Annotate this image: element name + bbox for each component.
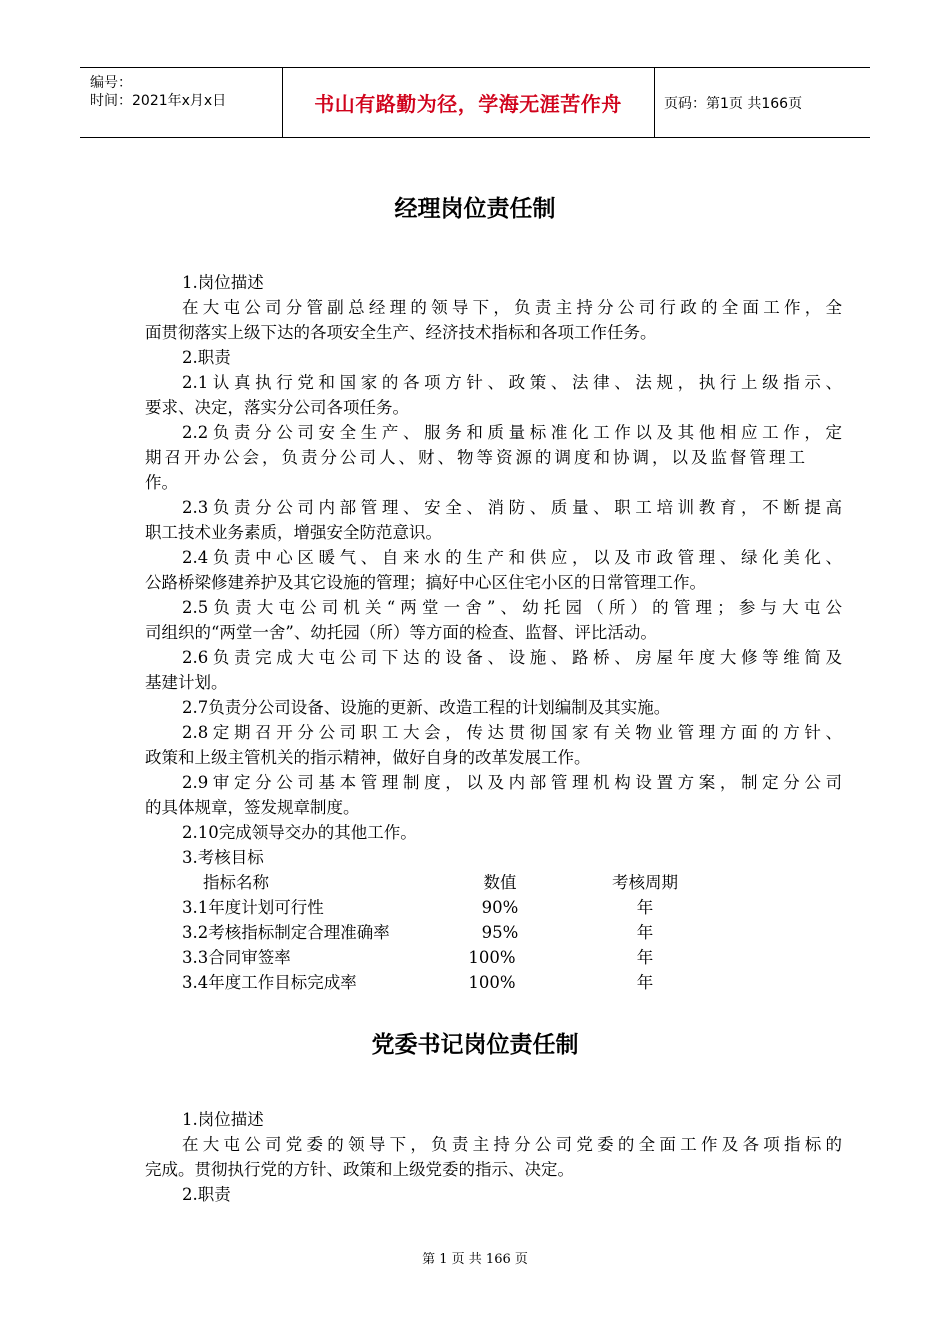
duty-2-2-line3: 作。: [145, 473, 178, 492]
section1-desc-heading: 1.岗位描述: [182, 273, 264, 292]
kpi-name: 3.3合同审签率: [182, 948, 291, 967]
duty-2-9-line1: 2.9审定分公司基本管理制度，以及内部管理机构设置方案，制定分公司: [182, 773, 842, 792]
table-row: [145, 896, 805, 921]
page-info: 页码：第1页 共166页: [664, 95, 803, 112]
duty-2-1-line2: 要求、决定，落实分公司各项任务。: [145, 398, 409, 417]
duty-2-1-line1: 2.1认真执行党和国家的各项方针、政策、法律、法规，执行上级指示、: [182, 373, 842, 392]
kpi-period: 年: [636, 923, 654, 942]
kpi-col-period: 考核周期: [612, 873, 678, 892]
duty-2-4-line1: 2.4负责中心区暖气、自来水的生产和供应，以及市政管理、绿化美化、: [182, 548, 842, 567]
duty-2-2-line1: 2.2负责分公司安全生产、服务和质量标准化工作以及其他相应工作，定: [182, 423, 842, 442]
duty-2-5-line2: 司组织的“两堂一舍”、幼托园（所）等方面的检查、监督、评比活动。: [145, 623, 657, 642]
kpi-col-name: 指标名称: [203, 873, 269, 892]
kpi-value: 95%: [481, 923, 519, 942]
section1-duty-heading: 2.职责: [182, 348, 231, 367]
kpi-table-header: [145, 871, 805, 896]
duty-2-10-line1: 2.10完成领导交办的其他工作。: [182, 823, 417, 842]
motto-text: 书山有路勤为径，学海无涯苦作舟: [314, 92, 622, 116]
kpi-period: 年: [636, 973, 654, 992]
section2-title: 党委书记岗位责任制: [371, 1032, 579, 1058]
number-label: 编号：: [90, 75, 132, 91]
duty-2-9-line2: 的具体规章，签发规章制度。: [145, 798, 360, 817]
table-row: [145, 971, 805, 996]
kpi-period: 年: [636, 948, 654, 967]
section2-desc-line1: 在大屯公司党委的领导下，负责主持分公司党委的全面工作及各项指标的: [182, 1135, 842, 1154]
kpi-name: 3.4年度工作目标完成率: [182, 973, 357, 992]
duty-2-6-line1: 2.6负责完成大屯公司下达的设备、设施、路桥、房屋年度大修等维简及: [182, 648, 842, 667]
kpi-value: 100%: [468, 948, 516, 967]
kpi-name: 3.1年度计划可行性: [182, 898, 324, 917]
header-motto-cell: [282, 68, 655, 137]
duty-2-2-line2: 期召开办公会，负责分公司人、财、物等资源的调度和协调，以及监督管理工: [145, 448, 805, 467]
kpi-value: 100%: [468, 973, 516, 992]
duty-2-3-line1: 2.3负责分公司内部管理、安全、消防、质量、职工培训教育，不断提高: [182, 498, 842, 517]
section2-duty-heading: 2.职责: [182, 1185, 231, 1204]
kpi-period: 年: [636, 898, 654, 917]
table-row: [145, 921, 805, 946]
duty-2-8-line2: 政策和上级主管机关的指示精神，做好自身的改革发展工作。: [145, 748, 591, 767]
section1-desc-line1: 在大屯公司分管副总经理的领导下，负责主持分公司行政的全面工作，全: [182, 298, 842, 317]
date-label: 时间：2021年x月x日: [90, 93, 227, 109]
kpi-col-value: 数值: [483, 873, 517, 892]
table-row: [145, 946, 805, 971]
page-header: [80, 67, 870, 138]
header-meta-cell: [80, 68, 283, 137]
duty-2-6-line2: 基建计划。: [145, 673, 228, 692]
kpi-heading: 3.考核目标: [182, 848, 264, 867]
kpi-value: 90%: [481, 898, 519, 917]
section1-title: 经理岗位责任制: [394, 196, 556, 222]
section2-desc-heading: 1.岗位描述: [182, 1110, 264, 1129]
section2-desc-line2: 完成。贯彻执行党的方针、政策和上级党委的指示、决定。: [145, 1160, 574, 1179]
duty-2-8-line1: 2.8定期召开分公司职工大会，传达贯彻国家有关物业管理方面的方针、: [182, 723, 842, 742]
page-footer: 第 1 页 共 166 页: [422, 1252, 528, 1267]
kpi-name: 3.2考核指标制定合理准确率: [182, 923, 390, 942]
duty-2-3-line2: 职工技术业务素质，增强安全防范意识。: [145, 523, 442, 542]
duty-2-4-line2: 公路桥梁修建养护及其它设施的管理；搞好中心区住宅小区的日常管理工作。: [145, 573, 706, 592]
section1-desc-line2: 面贯彻落实上级下达的各项安全生产、经济技术指标和各项工作任务。: [145, 323, 657, 342]
header-page-cell: [654, 68, 870, 137]
duty-2-5-line1: 2.5负责大屯公司机关“两堂一舍”、幼托园（所）的管理；参与大屯公: [182, 598, 842, 617]
duty-2-7-line1: 2.7负责分公司设备、设施的更新、改造工程的计划编制及其实施。: [182, 698, 671, 717]
